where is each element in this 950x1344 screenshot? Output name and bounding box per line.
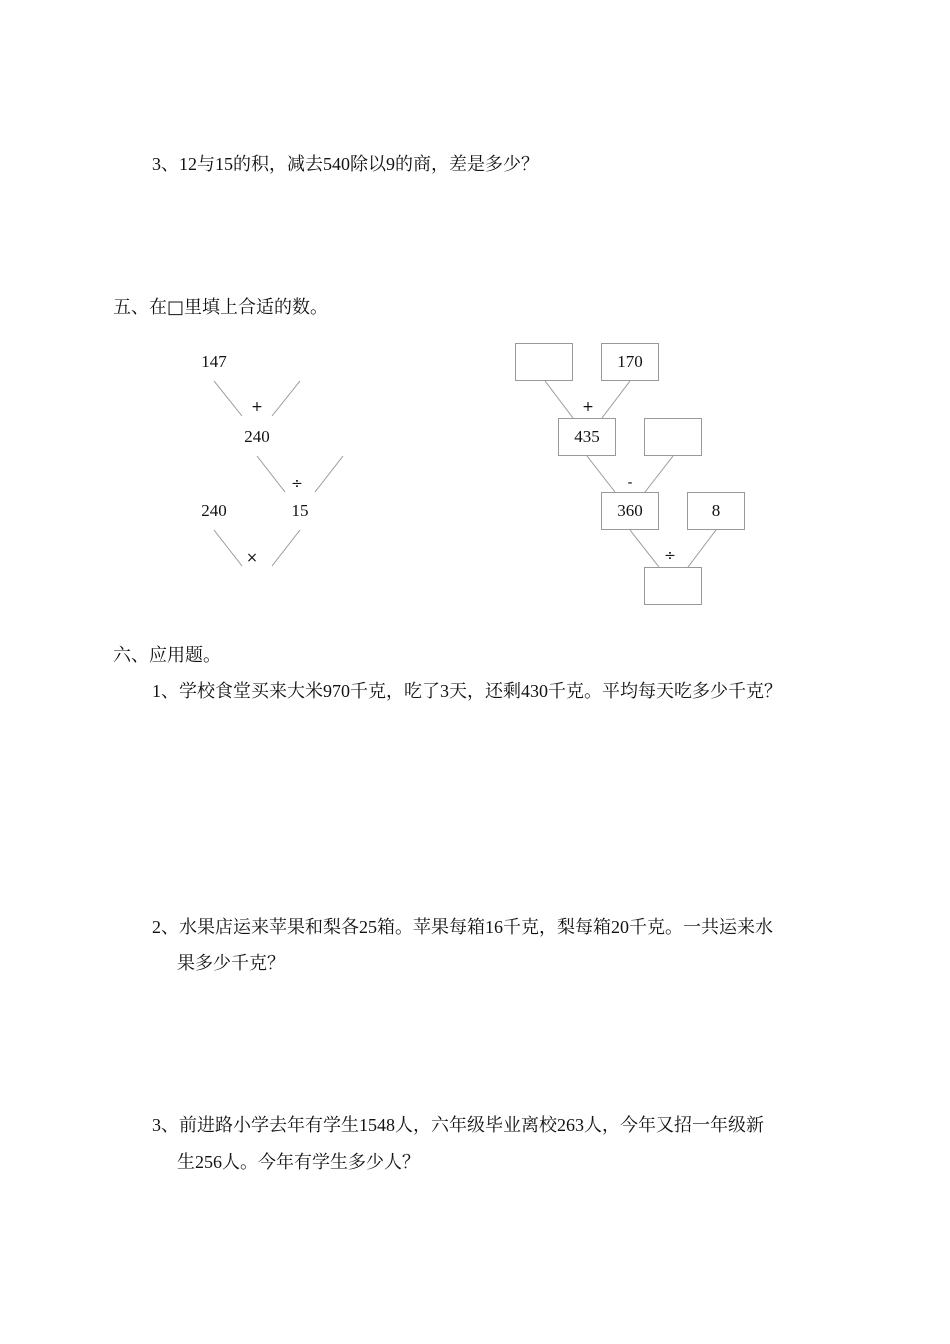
question-number: 3、 (152, 154, 179, 174)
number-box: 8 (687, 492, 745, 530)
number-box: 360 (601, 492, 659, 530)
question-number: 1、 (152, 681, 179, 701)
plus-operator: + (251, 399, 263, 415)
divide-operator: ÷ (291, 476, 303, 492)
minus-operator: - (627, 475, 633, 491)
tree-number: 15 (291, 501, 309, 520)
question-6-3-continued: 生256人。今年有学生多少人？ (177, 1152, 420, 1173)
question-6-3: 3、前进路小学去年有学生1548人，六年级毕业离校263人，今年又招一年级新 (152, 1115, 764, 1136)
answer-box[interactable] (515, 343, 573, 381)
number-box: 170 (601, 343, 659, 381)
question-6-2-continued: 果多少千克？ (177, 953, 285, 974)
question-4-3: 3、12与15的积，减去540除以9的商，差是多少？ (152, 154, 539, 175)
tree-number: 147 (201, 352, 227, 371)
tree-result: 240 (244, 427, 270, 446)
question-6-1: 1、学校食堂买来大米970千克，吃了3天，还剩430千克。平均每天吃多少千克？ (152, 681, 782, 702)
tree-number: 240 (201, 501, 227, 520)
multiply-operator: × (246, 550, 258, 566)
answer-box[interactable] (644, 567, 702, 605)
section-6-title: 六、应用题。 (113, 645, 221, 666)
plus-operator: + (582, 399, 594, 415)
divide-operator: ÷ (664, 548, 676, 564)
question-number: 3、 (152, 1115, 179, 1135)
number-box: 435 (558, 418, 616, 456)
answer-box[interactable] (644, 418, 702, 456)
question-number: 2、 (152, 917, 179, 937)
section-5-title: 五、在□里填上合适的数。 (113, 297, 329, 318)
question-6-2: 2、水果店运来苹果和梨各25箱。苹果每箱16千克，梨每箱20千克。一共运来水 (152, 917, 773, 938)
